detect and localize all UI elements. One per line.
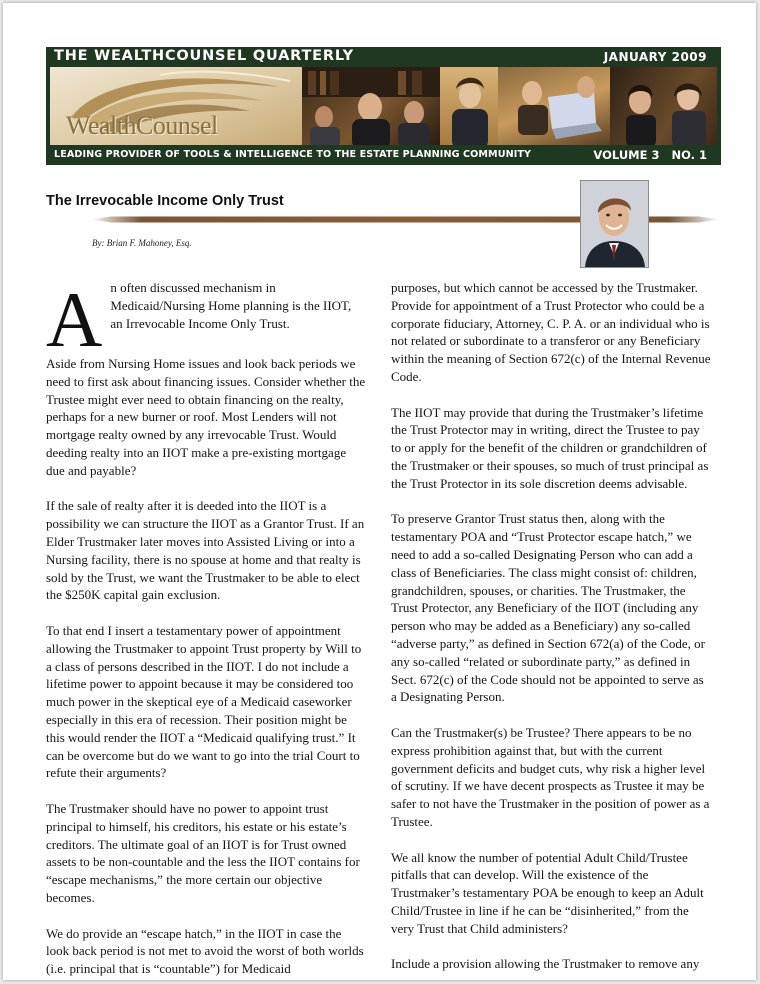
article-title: The Irrevocable Income Only Trust (46, 193, 284, 209)
article-column-right (391, 279, 711, 980)
banner-photo-meeting (440, 67, 498, 145)
banner-photo-library (302, 67, 440, 145)
issue-date: JANUARY 2009 (603, 50, 707, 64)
body-paragraph: Aside from Nursing Home issues and look back periods we need to first ask about financing issues. Consider whether the Trustee might ever need to obtain financing on the realty, perhaps for a new burner or roof. Most Lenders will not mortgage realty owned by any irrevocable Trust. Would deeding realty into an IIOT make a pre-existing mortgage due and payable? (46, 356, 366, 478)
drop-cap: A (46, 276, 103, 363)
newsletter-page (3, 3, 756, 980)
lead-text: n often discussed mechanism in Medicaid/Nursing Home planning is the IIOT, an Irrevocable Income Only Trust. (110, 280, 352, 331)
banner-photo-consultation (610, 67, 717, 145)
body-paragraph: The IIOT may provide that during the Trustmaker’s lifetime the Trust Protector may in writing, direct the Trustee to pay to or apply for the benefit of the children or grandchildren of the Trustmaker or their spouses, so much of trust principal as the Trust Protector in its sole discretion deems advisable. (391, 404, 709, 491)
banner-photo-laptop (498, 67, 610, 145)
issue-volume: VOLUME 3 NO. 1 (593, 148, 707, 162)
body-paragraph: To that end I insert a testamentary power of appointment allowing the Trustmaker to appoint Trust property by Will to a class of persons described in the IIOT. I do not include a lifetime power to appoint because it may be considered too much power in the skeptical eye of a Medicaid caseworker especially in this era of recession. Their position might be this would render the IIOT a “Medicaid qualifying trust.” It can be overcome but do we want to go into the trial Court to refute their arguments? (46, 622, 362, 781)
masthead-title: THE WEALTHCOUNSEL QUARTERLY (54, 48, 354, 64)
body-paragraph: Can the Trustmaker(s) be Trustee? There appears to be no express prohibition against that, but with the current government deficits and budget cuts, why risk a higher level of scrutiny. If we have decent prospects as Trustee it may be safer to not have the Trustmaker in the position of power as a Trustee. (391, 724, 710, 829)
masthead (46, 47, 721, 165)
body-paragraph: purposes, but which cannot be accessed by the Trustmaker. Provide for appointment of a Trust Protector who could be a corporate fiduciary, Attorney, C. P. A. or an individual who is not related or subordinate to a transferor or any Beneficiary within the meaning of Section 672(c) of the Internal Revenue Code. (391, 280, 711, 384)
wealthcounsel-logo: WealthCounsel (66, 111, 218, 140)
masthead-banner (50, 67, 717, 145)
body-paragraph: We all know the number of potential Adult Child/Trustee pitfalls that can develop. Will the existence of the Trustmaker’s testamentary POA be enough to keep an Adult Child/Trustee in line if he can be “disinherited,” from the very Trust that Child administers? (391, 849, 704, 936)
body-paragraph: To preserve Grantor Trust status then, along with the testamentary POA and “Trust Protector escape hatch,” we need to add a so-called Designating Person who can add a class of Beneficiaries. The class might consist of: children, grandchildren, spouses, or charities. The Trustmaker, the Trust Protector, any Beneficiary of the IIOT (including any person who may be added as a Beneficiary) any so-called “adverse party,” as defined in Section 672(a) of the Code, or any so-called “related or subordinate party,” as defined in Sect. 672(c) of the Code should not be appointed to serve as a Designating Person. (391, 511, 705, 705)
body-paragraph: Include a provision allowing the Trustmaker to remove any (391, 956, 700, 972)
lead-paragraph (46, 276, 366, 363)
body-paragraph: We do provide an “escape hatch,” in the IIOT in case the look back period is not met to avoid the worst of both worlds (i.e. principal that is “countable”) for Medicaid (46, 925, 364, 977)
article-column-left (46, 276, 366, 980)
author-photo (580, 180, 649, 268)
logo-panel (50, 67, 302, 145)
masthead-tagline: LEADING PROVIDER OF TOOLS & INTELLIGENCE TO THE ESTATE PLANNING COMMUNITY (54, 149, 532, 160)
byline: By: Brian F. Mahoney, Esq. (92, 238, 192, 248)
body-paragraph: If the sale of realty after it is deeded into the IIOT is a possibility we can structure the IIOT as a Grantor Trust. If an Elder Trustmaker later moves into Assisted Living or into a Nursing facility, there is no spouse at home and that realty is sold by the Trust, we want the Trustmaker to be able to elect the $250K capital gain exclusion. (46, 498, 365, 603)
body-paragraph: The Trustmaker should have no power to appoint trust principal to himself, his creditors, his estate or his estate’s creditors. The ultimate goal of an IIOT is for Trust owned assets to be non-countable and the less the IIOT contains for “escape mechanisms,” the more certain our objective becomes. (46, 800, 360, 905)
